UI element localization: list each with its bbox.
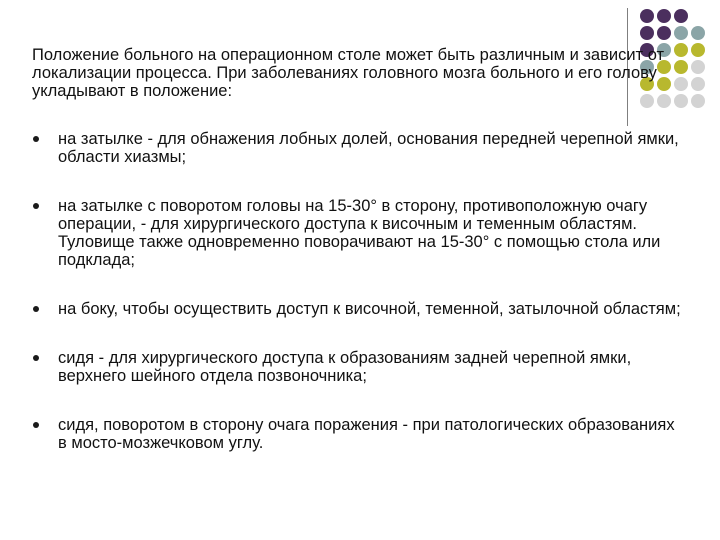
bullet-dot-icon: [33, 203, 39, 209]
bullet-item: [32, 349, 682, 385]
bullet-text: сидя, поворотом в сторону очага поражения - при патологических образованиях в мосто-мозжечковом углу.: [58, 416, 675, 452]
bullet-text: сидя - для хирургического доступа к образованиям задней черепной ямки, верхнего шейного отдела позвоночника;: [58, 349, 632, 385]
bullet-dot-icon: [33, 306, 39, 312]
bullet-text: на боку, чтобы осуществить доступ к височной, теменной, затылочной областям;: [58, 300, 681, 318]
bullet-dot-icon: [33, 355, 39, 361]
decor-dot: [640, 9, 654, 23]
decor-dot: [674, 9, 688, 23]
decor-dot: [674, 26, 688, 40]
decor-dot: [691, 26, 705, 40]
bullet-text: на затылке - для обнажения лобных долей, основания передней черепной ямки, области хиазмы;: [58, 130, 679, 166]
decor-dot: [657, 26, 671, 40]
decor-dot: [657, 9, 671, 23]
intro-paragraph: Положение больного на операционном столе может быть различным и зависит от локализации процесса. При заболеваниях головного мозга больного и его голову укладывают в положение:: [32, 46, 665, 100]
decor-dot: [691, 9, 705, 23]
bullet-dot-icon: [33, 136, 39, 142]
bullet-item: [32, 130, 682, 166]
decor-dot: [640, 26, 654, 40]
bullet-list: [32, 130, 682, 483]
bullet-text: на затылке с поворотом головы на 15-30° в сторону, противоположную очагу операции, - для хирургического доступа к височным и теменным областям. Туловище также одновременно поворачивают на 15-30° с помощью стола или подклада;: [58, 197, 661, 269]
bullet-dot-icon: [33, 422, 39, 428]
bullet-item: [32, 416, 682, 452]
bullet-item: [32, 300, 682, 318]
bullet-item: [32, 197, 682, 269]
